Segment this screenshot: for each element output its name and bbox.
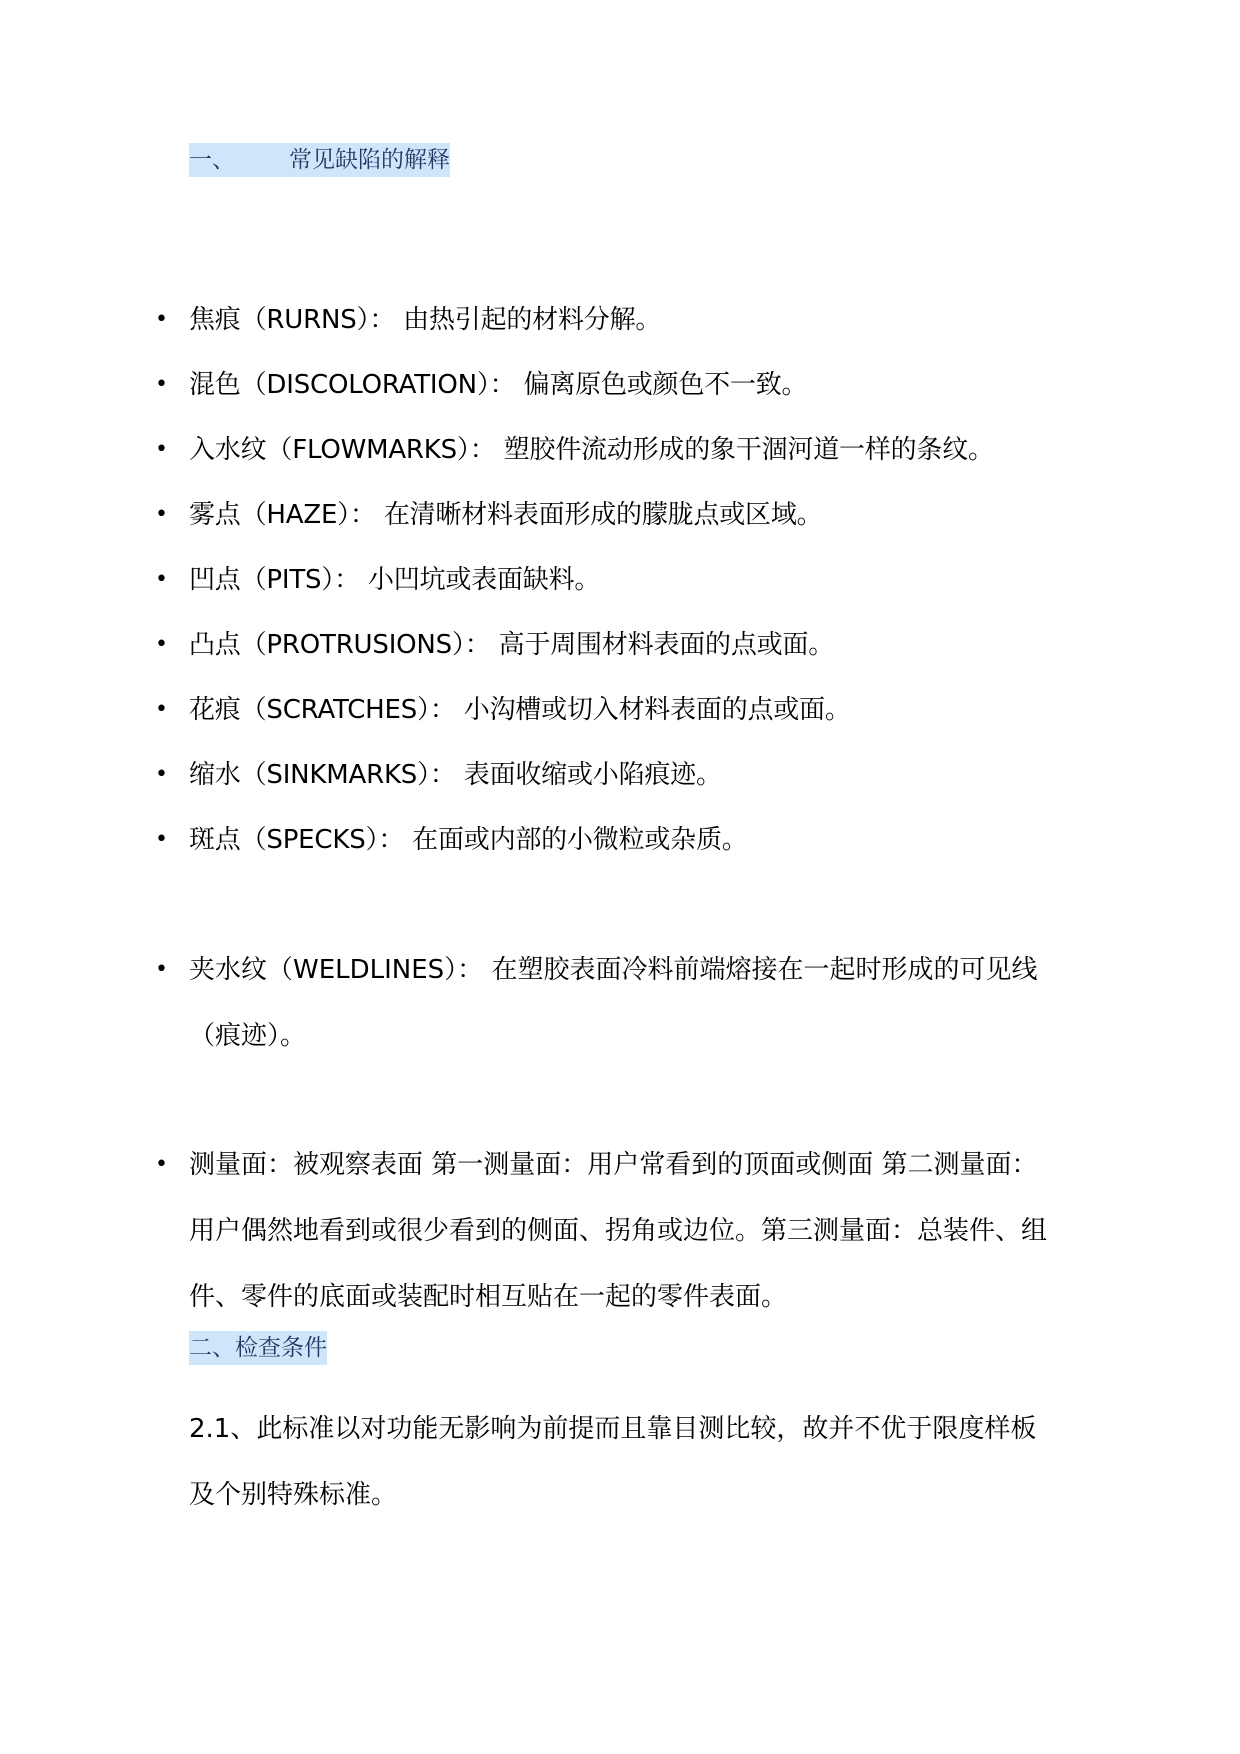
bullet-icon: • (155, 437, 168, 462)
list-item-text: 夹水纹（WELDLINES）： 在塑胶表面冷料前端熔接在一起时形成的可见线（痕迹）。 (189, 955, 1038, 1051)
list-item (155, 742, 1059, 808)
bullet-icon: • (155, 957, 168, 982)
bullet-icon: • (155, 1152, 168, 1177)
section-1-number: 一、 (189, 147, 235, 173)
list-item (155, 287, 1059, 353)
section-1-heading (189, 143, 450, 177)
bullet-icon: • (155, 567, 168, 592)
list-item (155, 612, 1059, 678)
list-item (155, 677, 1059, 743)
list-item-text: 花痕（SCRATCHES）： 小沟槽或切入材料表面的点或面。 (189, 695, 851, 725)
section-2-heading (189, 1331, 327, 1365)
list-item-text: 斑点（SPECKS）： 在面或内部的小微粒或杂质。 (189, 825, 748, 855)
bullet-icon: • (155, 697, 168, 722)
list-item-text: 凸点（PROTRUSIONS）： 高于周围材料表面的点或面。 (189, 630, 835, 660)
list-item-text: 雾点（HAZE）： 在清晰材料表面形成的朦胧点或区域。 (189, 500, 823, 530)
bullet-icon: • (155, 502, 168, 527)
bullet-icon: • (155, 372, 168, 397)
list-item-text: 混色（DISCOLORATION）： 偏离原色或颜色不一致。 (189, 370, 808, 400)
list-item (155, 352, 1059, 418)
section-2-title: 二、检查条件 (189, 1335, 327, 1361)
clause-2-1: 2.1、此标准以对功能无影响为前提而且靠目测比较，故并不优于限度样板及个别特殊标准。 (189, 1414, 1037, 1510)
bullet-icon: • (155, 307, 168, 332)
list-item (155, 547, 1059, 613)
list-item-surfaces (155, 1132, 1059, 1330)
bullet-icon: • (155, 827, 168, 852)
list-item (155, 417, 1059, 483)
bullet-icon: • (155, 762, 168, 787)
list-item-text: 测量面：被观察表面 第一测量面：用户常看到的顶面或侧面 第二测量面：用户偶然地看到或很少看到的侧面、拐角或边位。第三测量面：总装件、组件、零件的底面或装配时相互贴在一起的零件表面。 (189, 1150, 1048, 1312)
list-item-text: 凹点（PITS）： 小凹坑或表面缺料。 (189, 565, 601, 595)
list-item-text: 入水纹（FLOWMARKS）： 塑胶件流动形成的象干涸河道一样的条纹。 (189, 435, 994, 465)
list-item-text: 缩水（SINKMARKS）： 表面收缩或小陷痕迹。 (189, 760, 722, 790)
section-1-title: 常见缺陷的解释 (289, 147, 450, 173)
list-item (155, 807, 1059, 873)
bullet-icon: • (155, 632, 168, 657)
list-item-weldlines (155, 937, 1059, 1069)
list-item (155, 482, 1059, 548)
list-item-text: 焦痕（RURNS）： 由热引起的材料分解。 (189, 305, 662, 335)
